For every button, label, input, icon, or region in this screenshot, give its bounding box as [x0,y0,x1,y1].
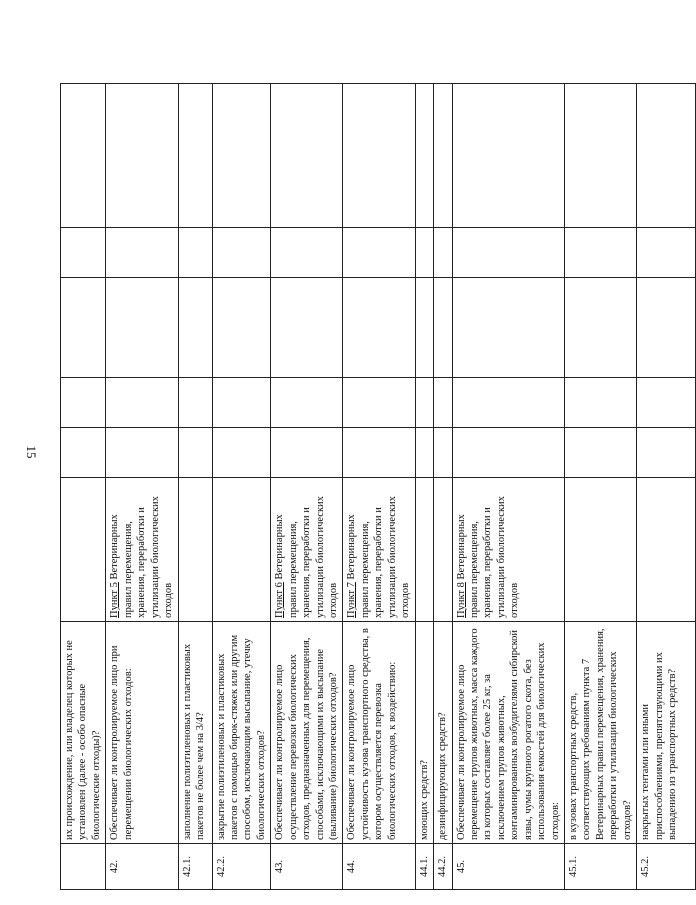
answer-cell [106,278,178,378]
comment-cell [565,84,637,228]
answer-cell [212,378,271,428]
table-row [271,84,343,890]
row-question: заполнение полиэтиленовых и пластиковых пакетов не более чем на 3/4? [178,622,212,844]
answer-cell [178,428,212,478]
answer-cell [106,428,178,478]
answer-cell [343,228,415,278]
row-question: закрытие полиэтиленовых и пластиковых пакетов с помощью бирок-стяжек или другим способом, исключающим высыпание, утечку биологических отходов? [212,622,271,844]
answer-cell [415,378,433,428]
row-number: 44.2. [434,844,452,890]
row-reference [637,478,696,622]
answer-cell [343,378,415,428]
table-rotated-container [60,84,679,890]
table-row [434,84,452,890]
answer-cell [434,378,452,428]
page-number: 15 [24,445,39,459]
comment-cell [434,84,452,228]
table-row [106,84,178,890]
row-reference [565,478,637,622]
answer-cell [637,428,696,478]
answer-cell [565,228,637,278]
row-question: дезинфицирующих средств? [434,622,452,844]
answer-cell [212,428,271,478]
answer-cell [271,278,343,378]
answer-cell [106,228,178,278]
table-row [178,84,212,890]
table-row [637,84,696,890]
answer-cell [434,228,452,278]
comment-cell [452,84,565,228]
answer-cell [178,378,212,428]
row-number: 43. [271,844,343,890]
reference-link: Пункт 6 [274,582,286,618]
answer-cell [637,278,696,378]
reference-link: Пункт 7 [346,582,358,618]
row-number: 45.2. [637,844,696,890]
reference-text: Ветеринарных правил перемещения, хранения, переработки и утилизации биологических отходов [274,496,339,618]
answer-cell [637,378,696,428]
row-reference [178,478,212,622]
answer-cell [61,278,106,378]
row-reference [434,478,452,622]
comment-cell [61,84,106,228]
table-row [343,84,415,890]
answer-cell [434,278,452,378]
answer-cell [434,428,452,478]
row-question: в кузовах транспортных средств, соответствующих требованиям пункта 7 Ветеринарных правил перемещения, хранения, переработки и утилизации биологических отходов? [565,622,637,844]
reference-text: Ветеринарных правил перемещения, хранения, переработки и утилизации биологических отходов [346,496,412,618]
answer-cell [565,278,637,378]
answer-cell [61,428,106,478]
comment-cell [343,84,415,228]
comment-cell [212,84,271,228]
table-row [415,84,433,890]
checklist-rows [61,84,696,890]
answer-cell [271,428,343,478]
row-reference [343,478,415,622]
row-reference [106,478,178,622]
row-question: Обеспечивает ли контролируемое лицо устойчивость кузова транспортного средства, в котором осуществляется перевозка биологических отходов, к воздействию: [343,622,415,844]
table-row [212,84,271,890]
answer-cell [452,278,565,378]
checklist-table [60,83,696,890]
answer-cell [212,228,271,278]
comment-cell [178,84,212,228]
answer-cell [343,428,415,478]
row-number: 42.2. [212,844,271,890]
reference-text: Ветеринарных правил перемещения, хранения, переработки и утилизации биологических отходов [109,496,175,618]
row-question: моющих средств? [415,622,433,844]
row-number: 45. [452,844,565,890]
answer-cell [271,228,343,278]
comment-cell [271,84,343,228]
row-question: Обеспечивает ли контролируемое лицо при перемещении биологических отходов: [106,622,178,844]
table-row [452,84,565,890]
table-frame [60,84,679,890]
reference-link: Пункт 8 [455,582,467,618]
reference-link: Пункт 5 [109,582,121,618]
answer-cell [178,278,212,378]
row-question: Обеспечивает ли контролируемое лицо осуществление перевозки биологических отходов, предназначенных для перемещения, способами, исключающими их высыпание (выливание) биологических отходов? [271,622,343,844]
answer-cell [452,378,565,428]
row-reference [415,478,433,622]
answer-cell [271,378,343,428]
row-number: 42.1. [178,844,212,890]
comment-cell [106,84,178,228]
answer-cell [61,228,106,278]
row-reference [452,478,565,622]
row-question: их происхождение, или владелец которых не установлен (далее - особо опасные биологические отходы)? [61,622,106,844]
answer-cell [637,228,696,278]
answer-cell [343,278,415,378]
answer-cell [452,228,565,278]
table-row [61,84,106,890]
row-number: 45.1. [565,844,637,890]
answer-cell [452,428,565,478]
row-number: 44. [343,844,415,890]
row-reference [271,478,343,622]
answer-cell [415,278,433,378]
answer-cell [106,378,178,428]
row-number: 44.1. [415,844,433,890]
table-row [565,84,637,890]
answer-cell [565,378,637,428]
row-reference [61,478,106,622]
row-number [61,844,106,890]
row-question: накрытых тентами или иными приспособлениями, препятствующими их выпадению из транспортных средств? [637,622,696,844]
comment-cell [637,84,696,228]
row-number: 42. [106,844,178,890]
answer-cell [212,278,271,378]
answer-cell [565,428,637,478]
row-reference [212,478,271,622]
comment-cell [415,84,433,228]
answer-cell [61,378,106,428]
reference-text: Ветеринарных правил перемещения, хранения, переработки и утилизации биологических отходов [455,496,521,618]
row-question: Обеспечивает ли контролируемое лицо перемещение трупов животных, масса каждого из которых составляет более 25 кг, за исключением трупов животных, контаминированных возбудителями сибирской язвы, чумы крупного рогатого скота, без использования емкостей для биологических отходов: [452,622,565,844]
answer-cell [415,428,433,478]
answer-cell [178,228,212,278]
answer-cell [415,228,433,278]
